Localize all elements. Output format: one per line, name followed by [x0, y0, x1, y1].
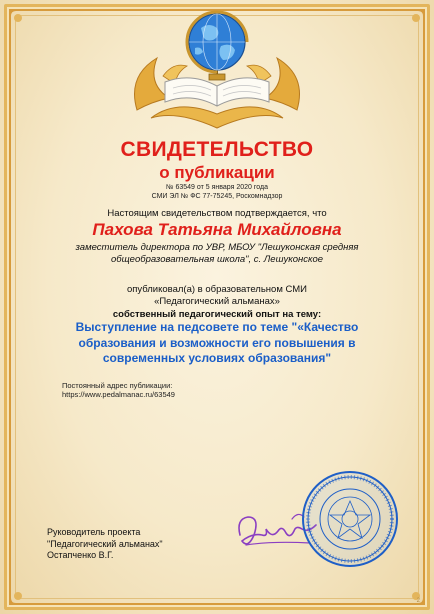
leader-project: "Педагогический альманах" — [47, 538, 163, 549]
corner-ornament-icon — [8, 8, 44, 44]
media-name: «Педагогический альманах» — [154, 296, 280, 307]
publication-topic — [55, 320, 379, 367]
recipient-name: Пахова Татьяна Михайловна — [92, 220, 342, 239]
corner-ornament-icon — [390, 570, 426, 606]
recipient-position — [60, 242, 374, 266]
media-license: СМИ ЭЛ № ФС 77-75245, Роскомнадзор — [151, 193, 283, 200]
certificate-subtitle: о публикации — [159, 163, 275, 182]
corner-ornament-icon — [8, 570, 44, 606]
globe-book-laurel-icon — [117, 6, 317, 134]
address-url[interactable]: https://www.pedalmanac.ru/63549 — [62, 390, 175, 399]
topic-line: образования и возможности его повышения в — [78, 335, 356, 350]
position-line: заместитель директора по УВР, МБОУ "Лешуконская средняя — [75, 242, 359, 253]
project-leader — [47, 527, 163, 562]
address-label: Постоянный адрес публикации: — [62, 381, 173, 390]
publication-address — [62, 381, 175, 399]
round-seal-icon — [300, 469, 400, 569]
topic-line: Выступление на педсовете по теме "«Качество — [75, 320, 359, 334]
registration-number: № 63549 от 5 января 2020 года — [166, 184, 268, 191]
published-info — [0, 284, 434, 308]
confirmation-text: Настоящим свидетельством подтверждается, что — [107, 208, 327, 219]
position-line: общеобразовательная школа", с. Лешуконское — [110, 254, 324, 265]
certificate-title: СВИДЕТЕЛЬСТВО — [120, 138, 314, 161]
leader-name: Остапченко В.Г. — [47, 550, 114, 560]
corner-ornament-icon — [390, 8, 426, 44]
published-text: опубликовал(а) в образовательном СМИ — [126, 284, 308, 295]
experience-label: собственный педагогический опыт на тему: — [112, 309, 322, 320]
registration-info — [0, 183, 434, 201]
page-number: 2 — [416, 598, 420, 604]
leader-role: Руководитель проекта — [47, 527, 141, 537]
topic-line: современных условиях образования" — [102, 351, 332, 365]
